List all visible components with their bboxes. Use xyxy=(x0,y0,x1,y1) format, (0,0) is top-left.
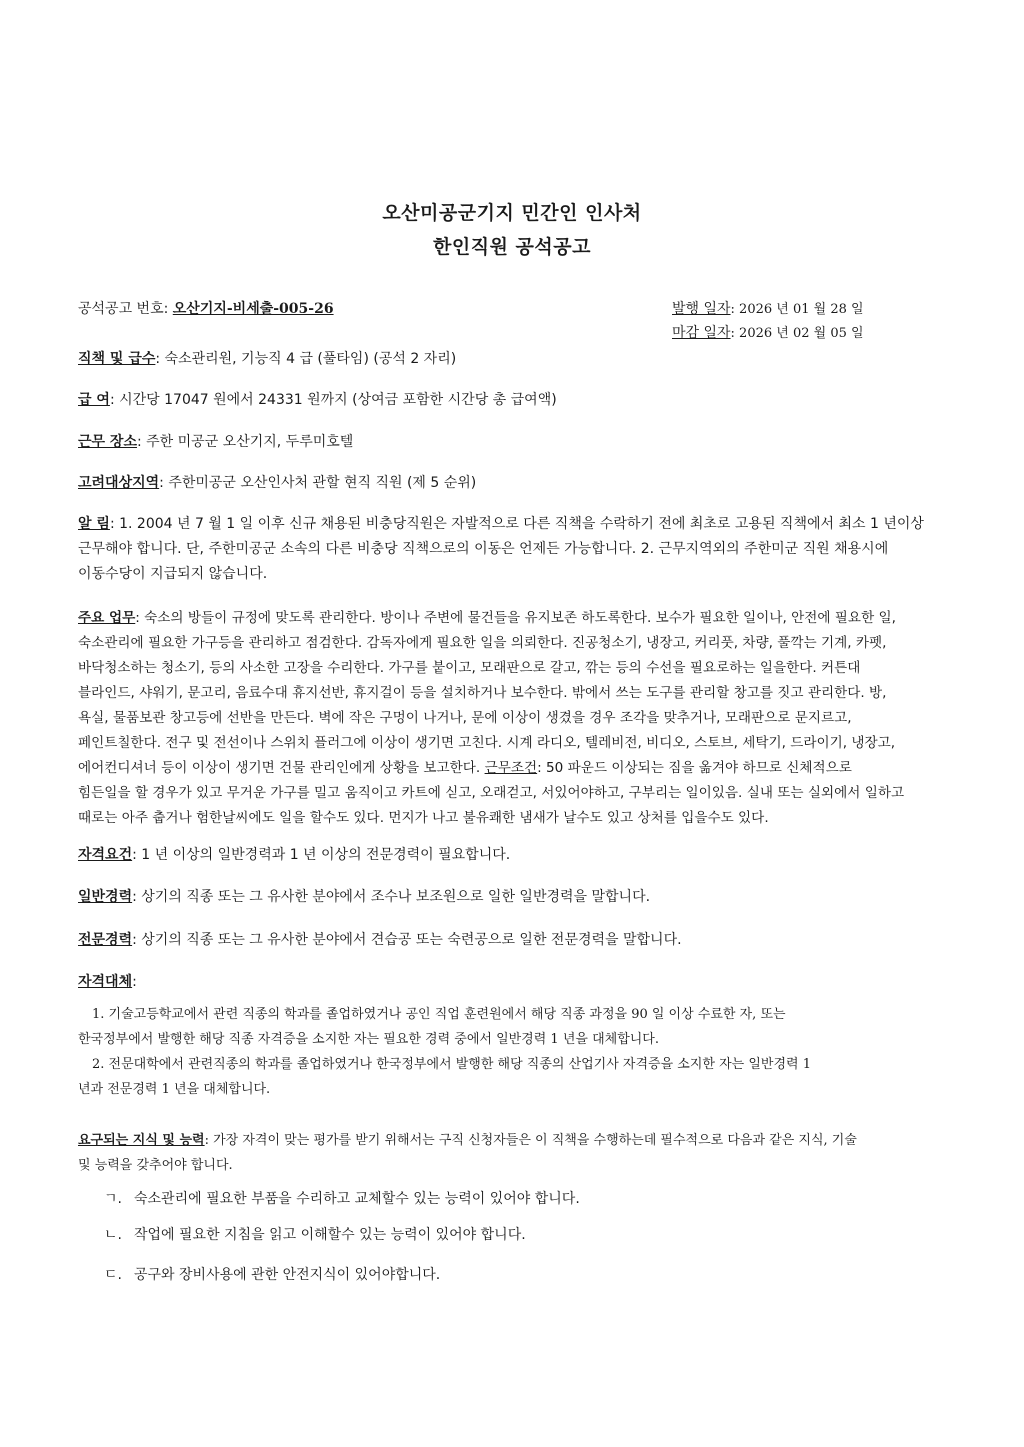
salary-label: 급 여 xyxy=(78,392,110,408)
location-value: : 주한 미공군 오산기지, 두루미호텔 xyxy=(136,434,354,450)
announcement-number xyxy=(78,298,334,318)
qualifications-value: : 1 년 이상의 일반경력과 1 년 이상의 전문경력이 필요합니다. xyxy=(132,847,511,863)
duties-line: 페인트칠한다. 전구 및 전선이나 스위치 플러그에 이상이 생기면 고친다. 시계 라디오, 텔레비전, 비디오, 스토브, 세탁기, 드라이기, 냉장고, xyxy=(78,735,896,751)
list-item xyxy=(104,1188,580,1208)
list-item xyxy=(104,1224,526,1244)
consideration-area-line xyxy=(78,472,476,492)
duties-line: : 숙소의 방들이 규정에 맞도록 관리한다. 방이나 주변에 물건들을 유지보존 하도록한다. 보수가 필요한 일이나, 안전에 필요한 일, xyxy=(135,610,896,626)
issue-date-label: 발행 일자 xyxy=(672,301,731,317)
duties-line: 때로는 아주 춥거나 험한날씨에도 일을 할수도 있다. 먼지가 나고 불유쾌한 냄새가 날수도 있고 상처를 입을수도 있다. xyxy=(78,810,769,826)
general-experience-label: 일반경력 xyxy=(78,889,133,905)
list-item-text: 공구와 장비사용에 관한 안전지식이 있어야합니다. xyxy=(134,1267,441,1283)
knowledge-line xyxy=(78,1129,857,1148)
work-conditions-text: : 50 파운드 이상되는 짐을 옮겨야 하므로 신체적으로 xyxy=(537,760,852,776)
list-item-text: 숙소관리에 필요한 부품을 수리하고 교체할수 있는 능력이 있어야 합니다. xyxy=(134,1191,580,1207)
substitution-heading: 자격대체: xyxy=(78,974,137,990)
work-conditions-label: 근무조건 xyxy=(484,760,538,776)
general-experience-line xyxy=(78,886,650,906)
notice-line: 이동수당이 지급되지 않습니다. xyxy=(78,566,268,582)
closing-date-value: : 2026 년 02 월 05 일 xyxy=(730,326,864,341)
duties-section xyxy=(78,606,958,831)
substitution-line: 2. 전문대학에서 관련직종의 학과를 졸업하였거나 한국정부에서 발행한 해당 직종의 산업기사 자격증을 소지한 자는 일반경력 1 xyxy=(92,1057,811,1072)
closing-date xyxy=(672,322,864,342)
list-marker: ㄱ. xyxy=(104,1191,122,1207)
substitution-line: 년과 전문경력 1 년을 대체합니다. xyxy=(78,1082,271,1097)
location-label: 근무 장소 xyxy=(78,434,137,450)
qualifications-line xyxy=(78,844,510,864)
specialized-experience-value: : 상기의 직종 또는 그 유사한 분야에서 견습공 또는 숙련공으로 일한 전문경력을 말합니다. xyxy=(132,932,682,948)
qualifications-label: 자격요건 xyxy=(78,847,133,863)
consideration-area-label: 고려대상지역 xyxy=(78,475,160,491)
position-value: : 숙소관리원, 기능직 4 급 (풀타임) (공석 2 자리) xyxy=(155,351,457,367)
list-item xyxy=(104,1264,440,1284)
position-line xyxy=(78,348,456,368)
knowledge-line: 및 능력을 갖추어야 합니다. xyxy=(78,1158,233,1173)
list-marker: ㄴ. xyxy=(104,1227,122,1243)
notice-section xyxy=(78,512,958,587)
substitution-line: 한국정부에서 발행한 해당 직종 자격증을 소지한 자는 필요한 경력 중에서 일반경력 1 년을 대체합니다. xyxy=(78,1032,660,1047)
general-experience-value: : 상기의 직종 또는 그 유사한 분야에서 조수나 보조원으로 일한 일반경력을 말합니다. xyxy=(132,889,651,905)
announcement-number-label: 공석공고 번호: xyxy=(78,301,169,317)
list-marker: ㄷ. xyxy=(104,1267,122,1283)
duties-line: 힘든일을 할 경우가 있고 무거운 가구를 밀고 움직이고 카트에 싣고, 오래걷고, 서있어야하고, 구부리는 일이있음. 실내 또는 실외에서 일하고 xyxy=(78,785,905,801)
duties-line: 블라인드, 샤워기, 문고리, 음료수대 휴지선반, 휴지걸이 등을 설치하거나 보수한다. 밖에서 쓰는 도구를 관리할 창고를 짓고 관리한다. 방, xyxy=(78,685,887,701)
location-line xyxy=(78,431,353,451)
duties-line: 바닥청소하는 청소기, 등의 사소한 고장을 수리한다. 가구를 붙이고, 모래판으로 갈고, 깎는 등의 수선을 필요로하는 일을한다. 커튼대 xyxy=(78,660,861,676)
position-label: 직책 및 급수 xyxy=(78,351,156,367)
duties-label: 주요 업무 xyxy=(78,610,136,626)
closing-date-label: 마감 일자 xyxy=(672,325,731,341)
consideration-area-value: : 주한미공군 오산인사처 관할 현직 직원 (제 5 순위) xyxy=(159,475,477,491)
announcement-number-value: 오산기지-비세출-005-26 xyxy=(172,301,334,317)
issue-date-value: : 2026 년 01 월 28 일 xyxy=(730,302,864,317)
salary-line xyxy=(78,389,557,409)
notice-line: : 1. 2004 년 7 월 1 일 이후 신규 채용된 비충당직원은 자발적으로 다른 직책을 수락하기 전에 최초로 고용된 직책에서 최소 1 년이상 xyxy=(109,516,924,532)
document-subtitle: 한인직원 공석공고 xyxy=(433,236,591,258)
list-item-text: 작업에 필요한 지침을 읽고 이해할수 있는 능력이 있어야 합니다. xyxy=(134,1227,526,1243)
notice-label: 알 림 xyxy=(78,516,110,532)
knowledge-intro: : 가장 자격이 맞는 평가를 받기 위해서는 구직 신청자들은 이 직책을 수행하는데 필수적으로 다음과 같은 지식, 기술 xyxy=(204,1133,857,1148)
substitution-line: 1. 기술고등학교에서 관련 직종의 학과를 졸업하였거나 공인 직업 훈련원에서 해당 직종 과정을 90 일 이상 수료한 자, 또는 xyxy=(92,1007,786,1022)
document-title: 오산미공군기지 민간인 인사처 xyxy=(382,202,642,224)
duties-line: 에어컨디셔너 등이 이상이 생기면 건물 관리인에게 상황을 보고한다. xyxy=(78,760,485,776)
specialized-experience-label: 전문경력 xyxy=(78,932,133,948)
duties-line: 숙소관리에 필요한 가구등을 관리하고 점검한다. 감독자에게 필요한 일을 의뢰한다. 진공청소기, 냉장고, 커리풋, 차량, 풀깍는 기계, 카펫, xyxy=(78,635,887,651)
salary-value: : 시간당 17047 원에서 24331 원까지 (상여금 포함한 시간당 총 급여액) xyxy=(109,392,557,408)
substitution-label: 자격대체 xyxy=(78,974,133,990)
specialized-experience-line xyxy=(78,929,682,949)
knowledge-label: 요구되는 지식 및 능력 xyxy=(78,1133,205,1148)
duties-line: 욕실, 물품보관 창고등에 선반을 만든다. 벽에 작은 구멍이 나거나, 문에 이상이 생겼을 경우 조각을 맞추거나, 모래판으로 문지르고, xyxy=(78,710,852,726)
notice-line: 근무해야 합니다. 단, 주한미공군 소속의 다른 비충당 직책으로의 이동은 언제든 가능합니다. 2. 근무지역외의 주한미군 직원 채용시에 xyxy=(78,541,889,557)
issue-date xyxy=(672,298,864,318)
